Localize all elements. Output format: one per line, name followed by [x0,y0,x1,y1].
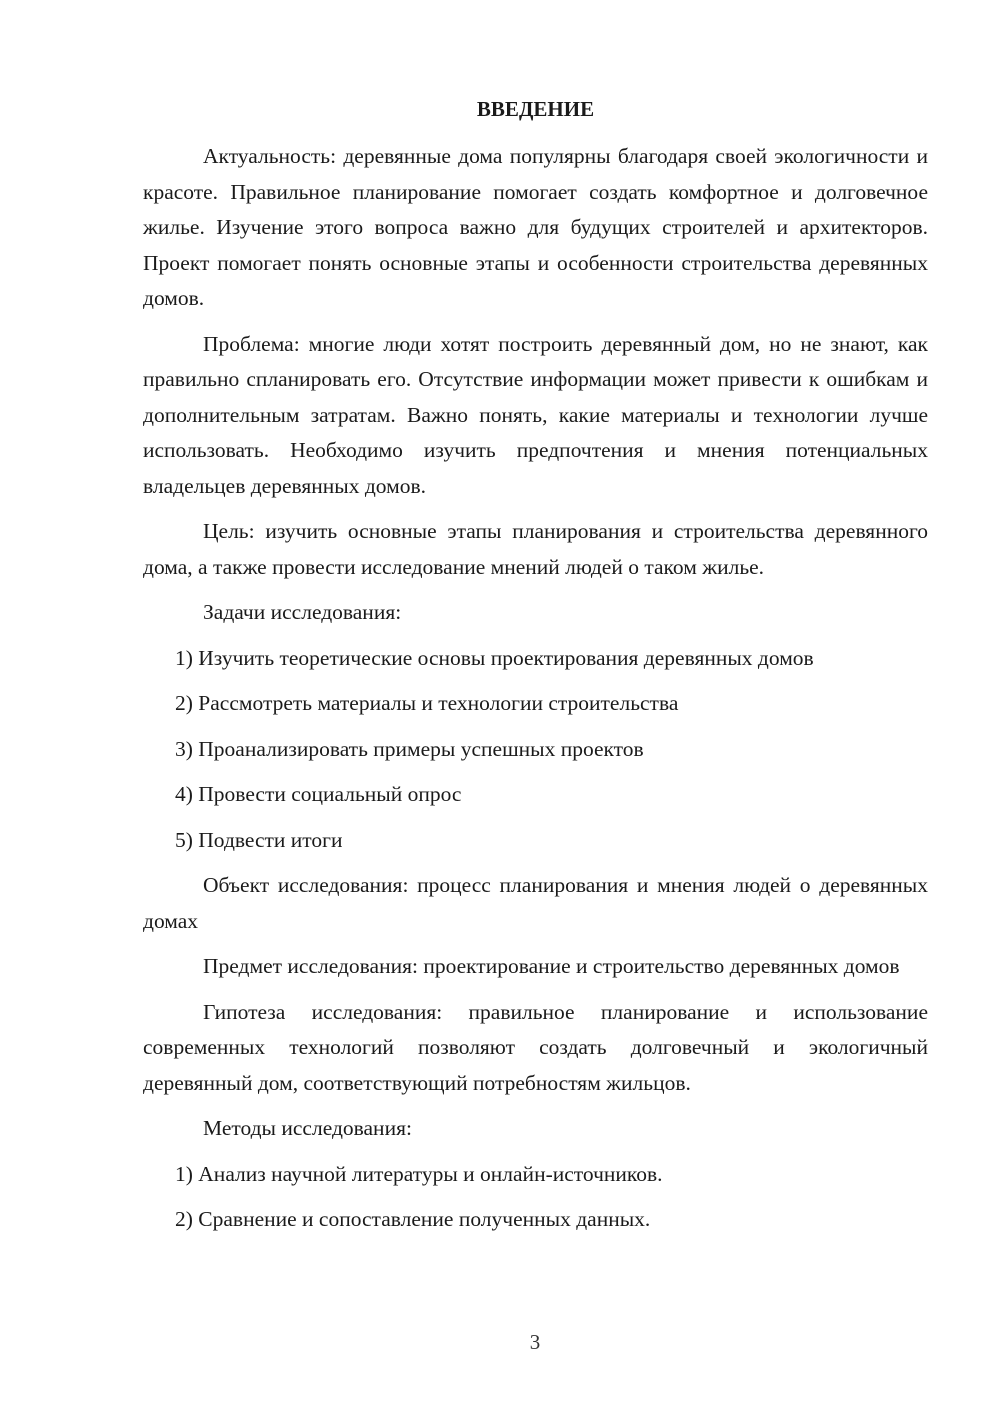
goal-paragraph: Цель: изучить основные этапы планирования и строительства деревянного дома, а также провести исследование мнений людей о таком жилье. [143,519,928,579]
section-heading: ВВЕДЕНИЕ [476,97,595,121]
object-paragraph: Объект исследования: процесс планирования и мнения людей о деревянных домах [143,873,928,933]
relevance-paragraph: Актуальность: деревянные дома популярны благодаря своей экологичности и красоте. Правильное планирование помогает создать комфортное и долговечное жилье. Изучение этого вопроса важно для будущих строителей и архитекторов. Проект помогает понять основные этапы и особенности строительства деревянных домов. [143,144,928,310]
document-page [143,92,928,1248]
task-item-2: 2) Рассмотреть материалы и технологии строительства [175,691,679,715]
problem-paragraph: Проблема: многие люди хотят построить деревянный дом, но не знают, как правильно спланировать его. Отсутствие информации может привести к ошибкам и дополнительным затратам. Важно понять, какие материалы и технологии лучше использовать. Необходимо изучить предпочтения и мнения потенциальных владельцев деревянных домов. [143,331,928,498]
subject-paragraph: Предмет исследования: проектирование и строительство деревянных домов [203,954,900,978]
task-item-4: 4) Провести социальный опрос [175,782,462,806]
tasks-title: Задачи исследования: [203,600,402,624]
methods-title: Методы исследования: [203,1116,412,1140]
task-item-1: 1) Изучить теоретические основы проектирования деревянных домов [175,645,814,670]
task-item-3: 3) Проанализировать примеры успешных проектов [175,736,644,761]
hypothesis-paragraph: Гипотеза исследования: правильное планирование и использование современных технологий позволяют создать долговечный и экологичный деревянный дом, соответствующий потребностям жильцов. [143,999,928,1095]
page-number: 3 [529,1330,541,1354]
method-item-1: 1) Анализ научной литературы и онлайн-источников. [175,1161,663,1186]
method-item-2: 2) Сравнение и сопоставление полученных данных. [175,1207,651,1231]
task-item-5: 5) Подвести итоги [175,827,343,852]
